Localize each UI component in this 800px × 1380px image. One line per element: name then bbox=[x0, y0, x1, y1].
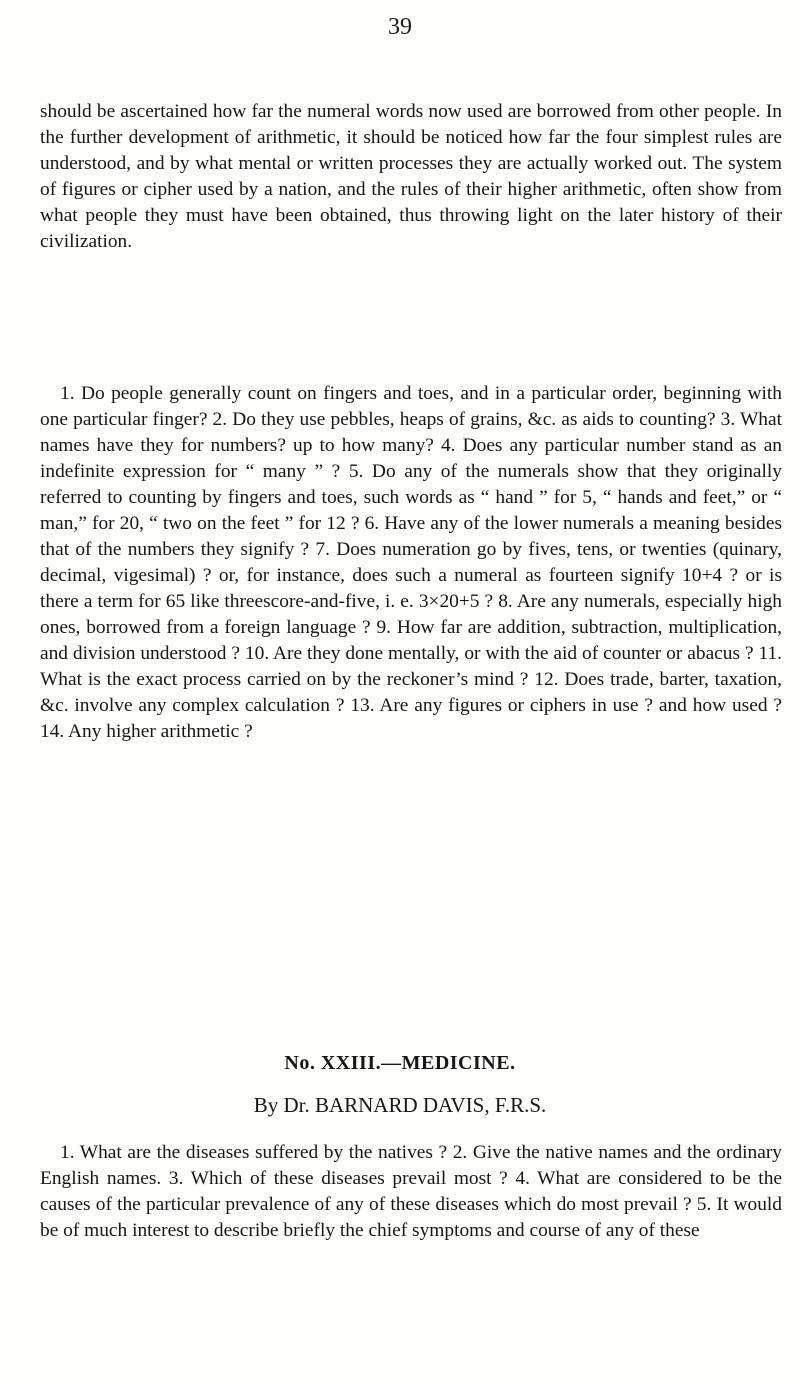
medicine-questions-paragraph: 1. What are the diseases suffered by the natives ? 2. Give the native names and the ordinary English names. 3. Which of these diseases prevail most ? 4. What are considered to be the causes of the particular prevalence of any of these diseases which do most prevail ? 5. It would be of much interest to describe briefly the chief symptoms and course of any of these bbox=[40, 1142, 782, 1241]
intro-paragraph: should be ascertained how far the numeral words now used are borrowed from other people. In the further development of arithmetic, it should be noticed how far the four simplest rules are understood, and by what mental or written processes they are actually worked out. The system of figures or cipher used by a nation, and the rules of their higher arithmetic, often show from what people they must have been obtained, thus throwing light on the later history of their civilization. bbox=[40, 101, 782, 252]
section-title: No. XXIII.—MEDICINE. bbox=[284, 1052, 516, 1074]
page-number: 39 bbox=[388, 14, 412, 40]
author-byline: By Dr. BARNARD DAVIS, F.R.S. bbox=[253, 1093, 547, 1117]
arithmetic-questions-paragraph: 1. Do people generally count on fingers and toes, and in a particular order, beginning with one particular finger? 2. Do they use pebbles, heaps of grains, &c. as aids to counting? 3. What names have they for numbers? up to how many? 4. Does any particular number stand as an indefinite expression for “ many ” ? 5. Do any of the numerals show that they originally referred to counting by fingers and toes, such words as “ hand ” for 5, “ hands and feet,” or “ man,” for 20, “ two on the feet ” for 12 ? 6. Have any of the lower numerals a meaning besides that of the numbers they signify ? 7. Does numeration go by fives, tens, or twenties (quinary, decimal, vigesimal) ? or, for instance, does such a numeral as fourteen signify 10+4 ? or is there a term for 65 like threescore-and-five, i. e. 3×20+5 ? 8. Are any numerals, especially high ones, borrowed from a foreign language ? 9. How far are addition, subtraction, multiplication, and division understood ? 10. Are they done mentally, or with the aid of counter or abacus ? 11. What is the exact process carried on by the reckoner’s mind ? 12. Does trade, barter, taxation, &c. involve any complex calculation ? 13. Are any figures or ciphers in use ? and how used ? 14. Any higher arithmetic ? bbox=[40, 383, 782, 742]
